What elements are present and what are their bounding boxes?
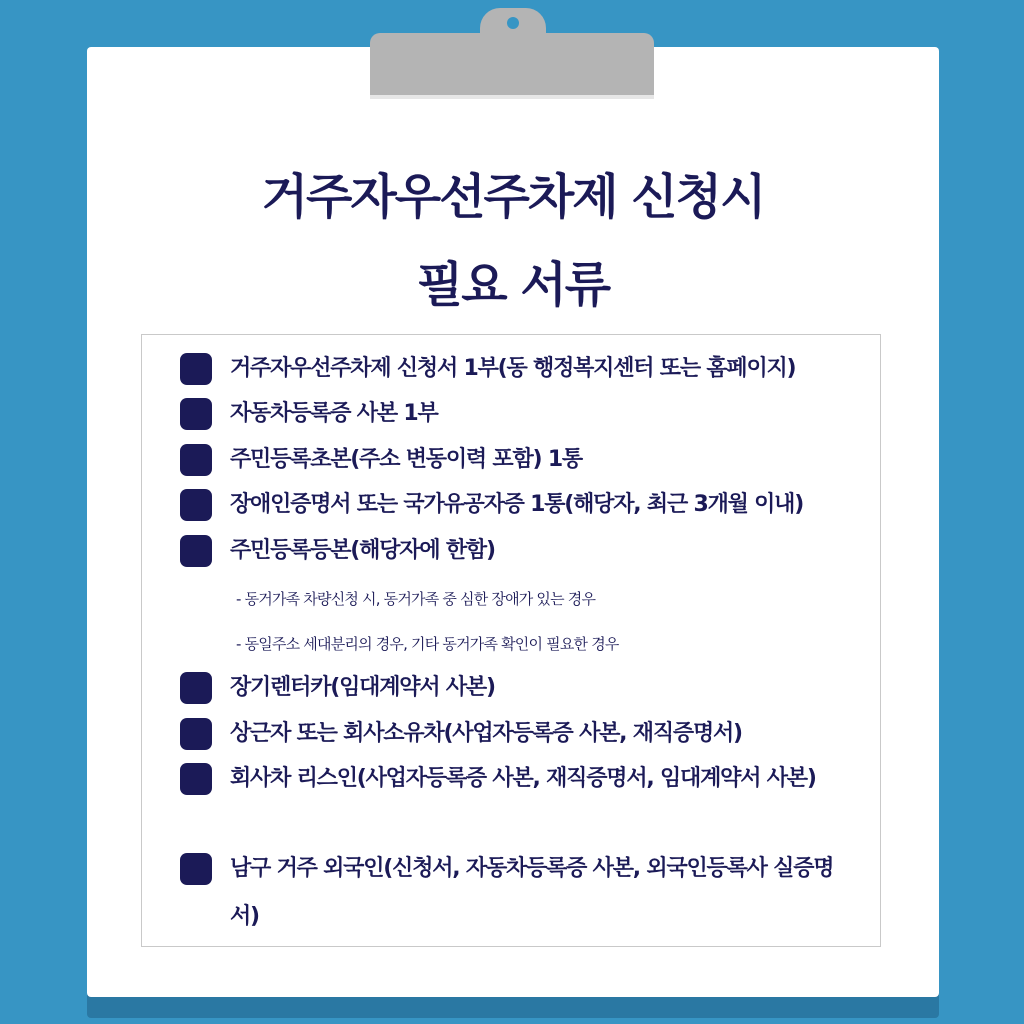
list-item-label: 주민등록등본(해당자에 한함) bbox=[230, 538, 495, 563]
square-bullet-icon bbox=[180, 853, 212, 885]
document-list bbox=[141, 334, 881, 947]
square-bullet-icon bbox=[180, 535, 212, 567]
square-bullet-icon bbox=[180, 718, 212, 750]
square-bullet-icon bbox=[180, 489, 212, 521]
sub-note: - 동거가족 차량신청 시, 동거가족 중 심한 장애가 있는 경우 bbox=[236, 590, 596, 608]
list-item-label: 장기렌터카(임대계약서 사본) bbox=[230, 675, 495, 700]
list-item-label: 자동차등록증 사본 1부 bbox=[230, 401, 438, 426]
page-title-line-1: 거주자우선주차제 신청시 bbox=[261, 169, 765, 225]
list-item-label: 상근자 또는 회사소유차(사업자등록증 사본, 재직증명서) bbox=[230, 721, 742, 746]
square-bullet-icon bbox=[180, 763, 212, 795]
square-bullet-icon bbox=[180, 672, 212, 704]
list-item-label: 회사차 리스인(사업자등록증 사본, 재직증명서, 임대계약서 사본) bbox=[230, 766, 816, 791]
square-bullet-icon bbox=[180, 353, 212, 385]
clipboard-hole-icon bbox=[507, 17, 519, 29]
list-item-label: 거주자우선주차제 신청서 1부(동 행정복지센터 또는 홈페이지) bbox=[230, 356, 796, 381]
list-item-label: 남구 거주 외국인(신청서, 자동차등록증 사본, 외국인등록사 실증명서) bbox=[230, 856, 834, 929]
page-title-line-2: 필요 서류 bbox=[416, 257, 610, 313]
sub-note: - 동일주소 세대분리의 경우, 기타 동거가족 확인이 필요한 경우 bbox=[236, 635, 619, 653]
square-bullet-icon bbox=[180, 444, 212, 476]
list-item-label: 주민등록초본(주소 변동이력 포함) 1통 bbox=[230, 447, 582, 472]
square-bullet-icon bbox=[180, 398, 212, 430]
list-item-label: 장애인증명서 또는 국가유공자증 1통(해당자, 최근 3개월 이내) bbox=[230, 492, 804, 517]
